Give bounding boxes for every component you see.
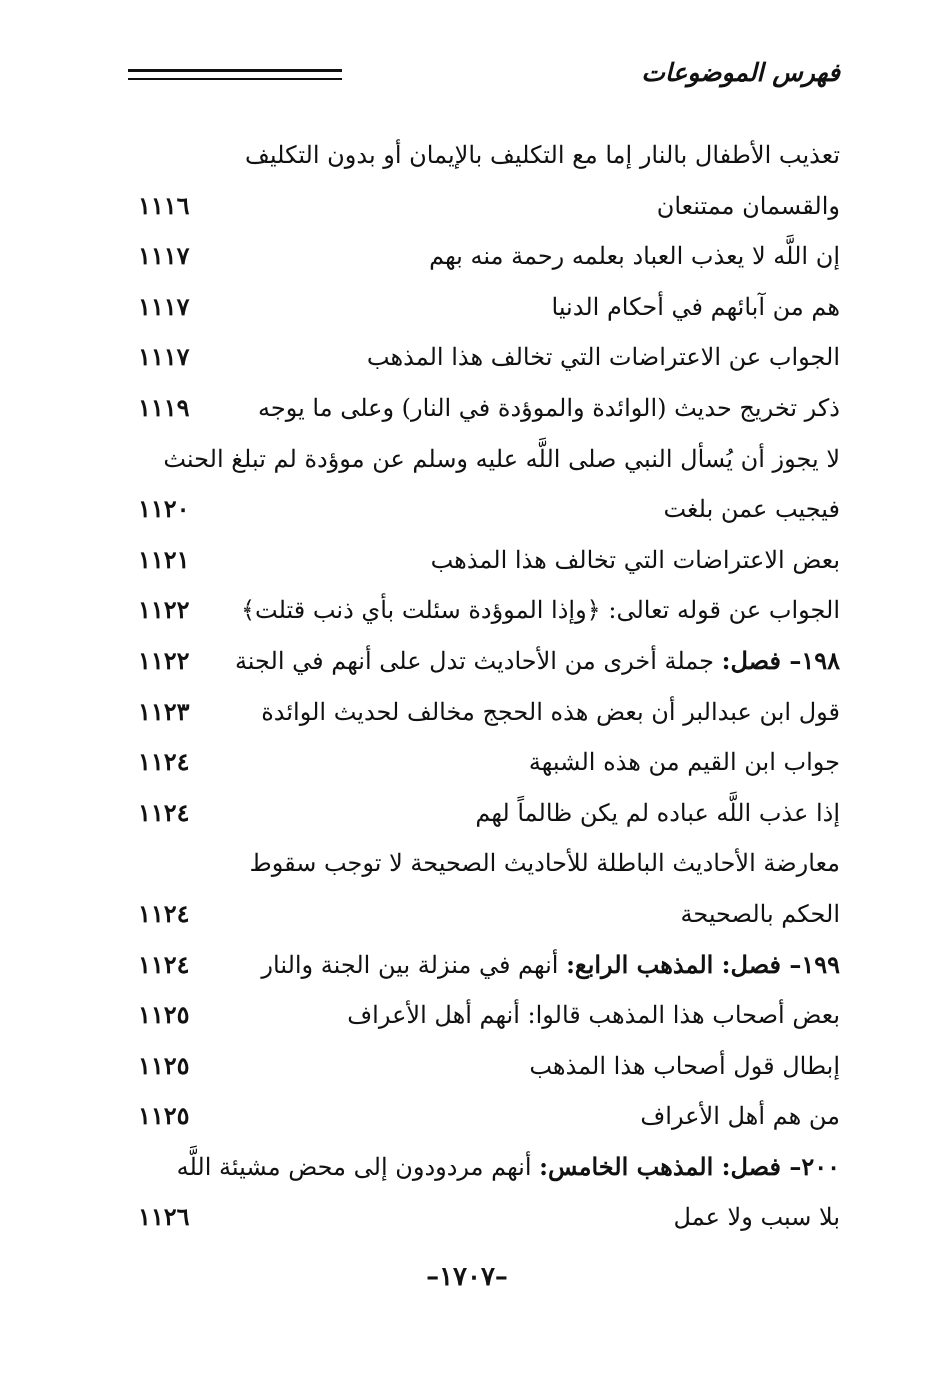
toc-entry-text: إذا عذب اللَّه عباده لم يكن ظالماً لهم [475,798,840,827]
toc-entry-page: ١١١٧ [138,342,190,372]
toc-entry-title [663,484,840,535]
toc-entry-text: إن اللَّه لا يعذب العباد بعلمه رحمة منه بهم [429,242,840,271]
toc-entry [138,687,840,738]
toc-entry-page: ١١٢٥ [138,1101,190,1131]
toc-entry-title [177,1142,840,1193]
toc-entry-text: من هم أهل الأعراف [640,1102,840,1131]
toc-entry-title [163,434,840,485]
toc-entry-page: ١١٢٤ [138,898,190,928]
toc-entry-page: ١١٢٦ [138,1202,190,1232]
toc-entry-title [367,332,840,383]
toc-entry-page: ١١٢٠ [138,494,190,524]
toc-entry-page: ١١١٧ [138,291,190,321]
page-header [128,58,840,94]
toc-entry-title [429,231,840,282]
toc-entry-title [241,585,840,636]
toc-entry [138,940,840,991]
toc-entry-title [680,889,840,940]
toc-entry [138,990,840,1041]
toc-entry-text: إبطال قول أصحاب هذا المذهب [529,1051,840,1080]
toc-entry-page: ١١٢٤ [138,949,190,979]
toc-entry-text: الجواب عن الاعتراضات التي تخالف هذا المذهب [366,343,840,372]
toc-entry-title [657,181,840,232]
toc-entry-page: ١١٢٤ [138,747,190,777]
header-double-rule [128,69,342,84]
toc-entry-text: لا يجوز أن يُسأل النبي صلى اللَّه عليه وسلم عن موؤدة لم تبلغ الحنث [163,444,840,473]
toc-entry [138,737,840,788]
toc-entry-text: الجواب عن قوله تعالى: ﴿وإذا الموؤدة سئلت بأي ذنب قتلت﴾ [240,596,840,625]
toc-entry [138,636,840,687]
toc-entry-text: ذكر تخريج حديث (الوائدة والموؤدة في النار) وعلى ما يوجه [257,393,840,422]
toc-entry [138,434,840,485]
toc-entry-title [674,1192,840,1243]
toc-entry-page: ١١٢٥ [138,1000,190,1030]
toc-entry [138,181,840,232]
toc-entry-text: جملة أخرى من الأحاديث تدل على أنهم في الجنة [234,646,722,675]
toc-entry-title [261,687,840,738]
toc-entry [138,1192,840,1243]
toc-entry-text: الحكم بالصحيحة [680,899,840,928]
toc-entry-text: تعذيب الأطفال بالنار إما مع التكليف بالإيمان أو بدون التكليف [245,141,840,169]
toc-entry [138,1091,840,1142]
toc-entry-page: ١١٢٢ [138,645,190,675]
toc-entry-title [261,940,840,991]
toc-entry-page: ١١٢٣ [138,696,190,726]
toc-entry [138,130,840,181]
toc-entry [138,282,840,333]
toc-entry-text: قول ابن عبدالبر أن بعض هذه الحجج مخالف لحديث الوائدة [261,697,840,726]
toc-entry-page: ١١١٦ [138,190,190,220]
section-heading-label: ٢٠٠– فصل: المذهب الخامس: [539,1151,840,1181]
toc-entry-title [235,636,840,687]
toc-entry-title [431,535,840,586]
toc-entry-text: بعض الاعتراضات التي تخالف هذا المذهب [430,545,840,574]
toc-entry [138,383,840,434]
toc-entry-text: معارضة الأحاديث الباطلة للأحاديث الصحيحة لا توجب سقوط [249,849,840,878]
toc-entry [138,1041,840,1092]
toc-entry-title [552,282,841,333]
toc-entry-page: ١١١٧ [138,241,190,271]
toc-entry-page: ١١٢٢ [138,595,190,625]
toc-entry-text: والقسمان ممتنعان [656,191,840,220]
toc-entry-text: هم من آبائهم في أحكام الدنيا [551,292,840,321]
table-of-contents [138,130,840,1243]
toc-entry-page: ١١٢١ [138,544,190,574]
toc-entry-page: ١١٢٤ [138,797,190,827]
toc-entry-page: ١١٢٥ [138,1050,190,1080]
toc-entry-text: جواب ابن القيم من هذه الشبهة [528,748,840,777]
toc-entry-text: أنهم مردودون إلى محض مشيئة اللَّه [176,1152,540,1181]
section-heading-label: ١٩٩– فصل: المذهب الرابع: [566,949,840,979]
page-number: –١٧٠٧– [426,1262,508,1292]
toc-entry-title [529,737,840,788]
toc-entry [138,484,840,535]
toc-entry-title [640,1091,840,1142]
toc-entry [138,231,840,282]
toc-entry [138,788,840,839]
toc-entry [138,332,840,383]
toc-entry [138,838,840,889]
toc-entry-title [347,990,840,1041]
toc-entry-title [258,383,840,434]
toc-entry [138,535,840,586]
toc-entry-text: أنهم في منزلة بين الجنة والنار [261,950,567,979]
toc-entry-title [529,1041,840,1092]
section-heading-label: ١٩٨– فصل: [721,645,840,675]
toc-entry-text: فيجيب عمن بلغت [663,495,840,524]
toc-entry-page: ١١١٩ [138,392,190,422]
toc-entry-text: بعض أصحاب هذا المذهب قالوا: أنهم أهل الأعراف [347,1001,840,1030]
toc-entry-title [245,130,840,181]
toc-entry-title [475,788,840,839]
toc-entry [138,585,840,636]
header-title: فهرس الموضوعات [641,58,840,87]
toc-entry [138,1142,840,1193]
toc-entry-text: بلا سبب ولا عمل [673,1203,840,1232]
toc-entry [138,889,840,940]
toc-entry-title [250,838,840,889]
